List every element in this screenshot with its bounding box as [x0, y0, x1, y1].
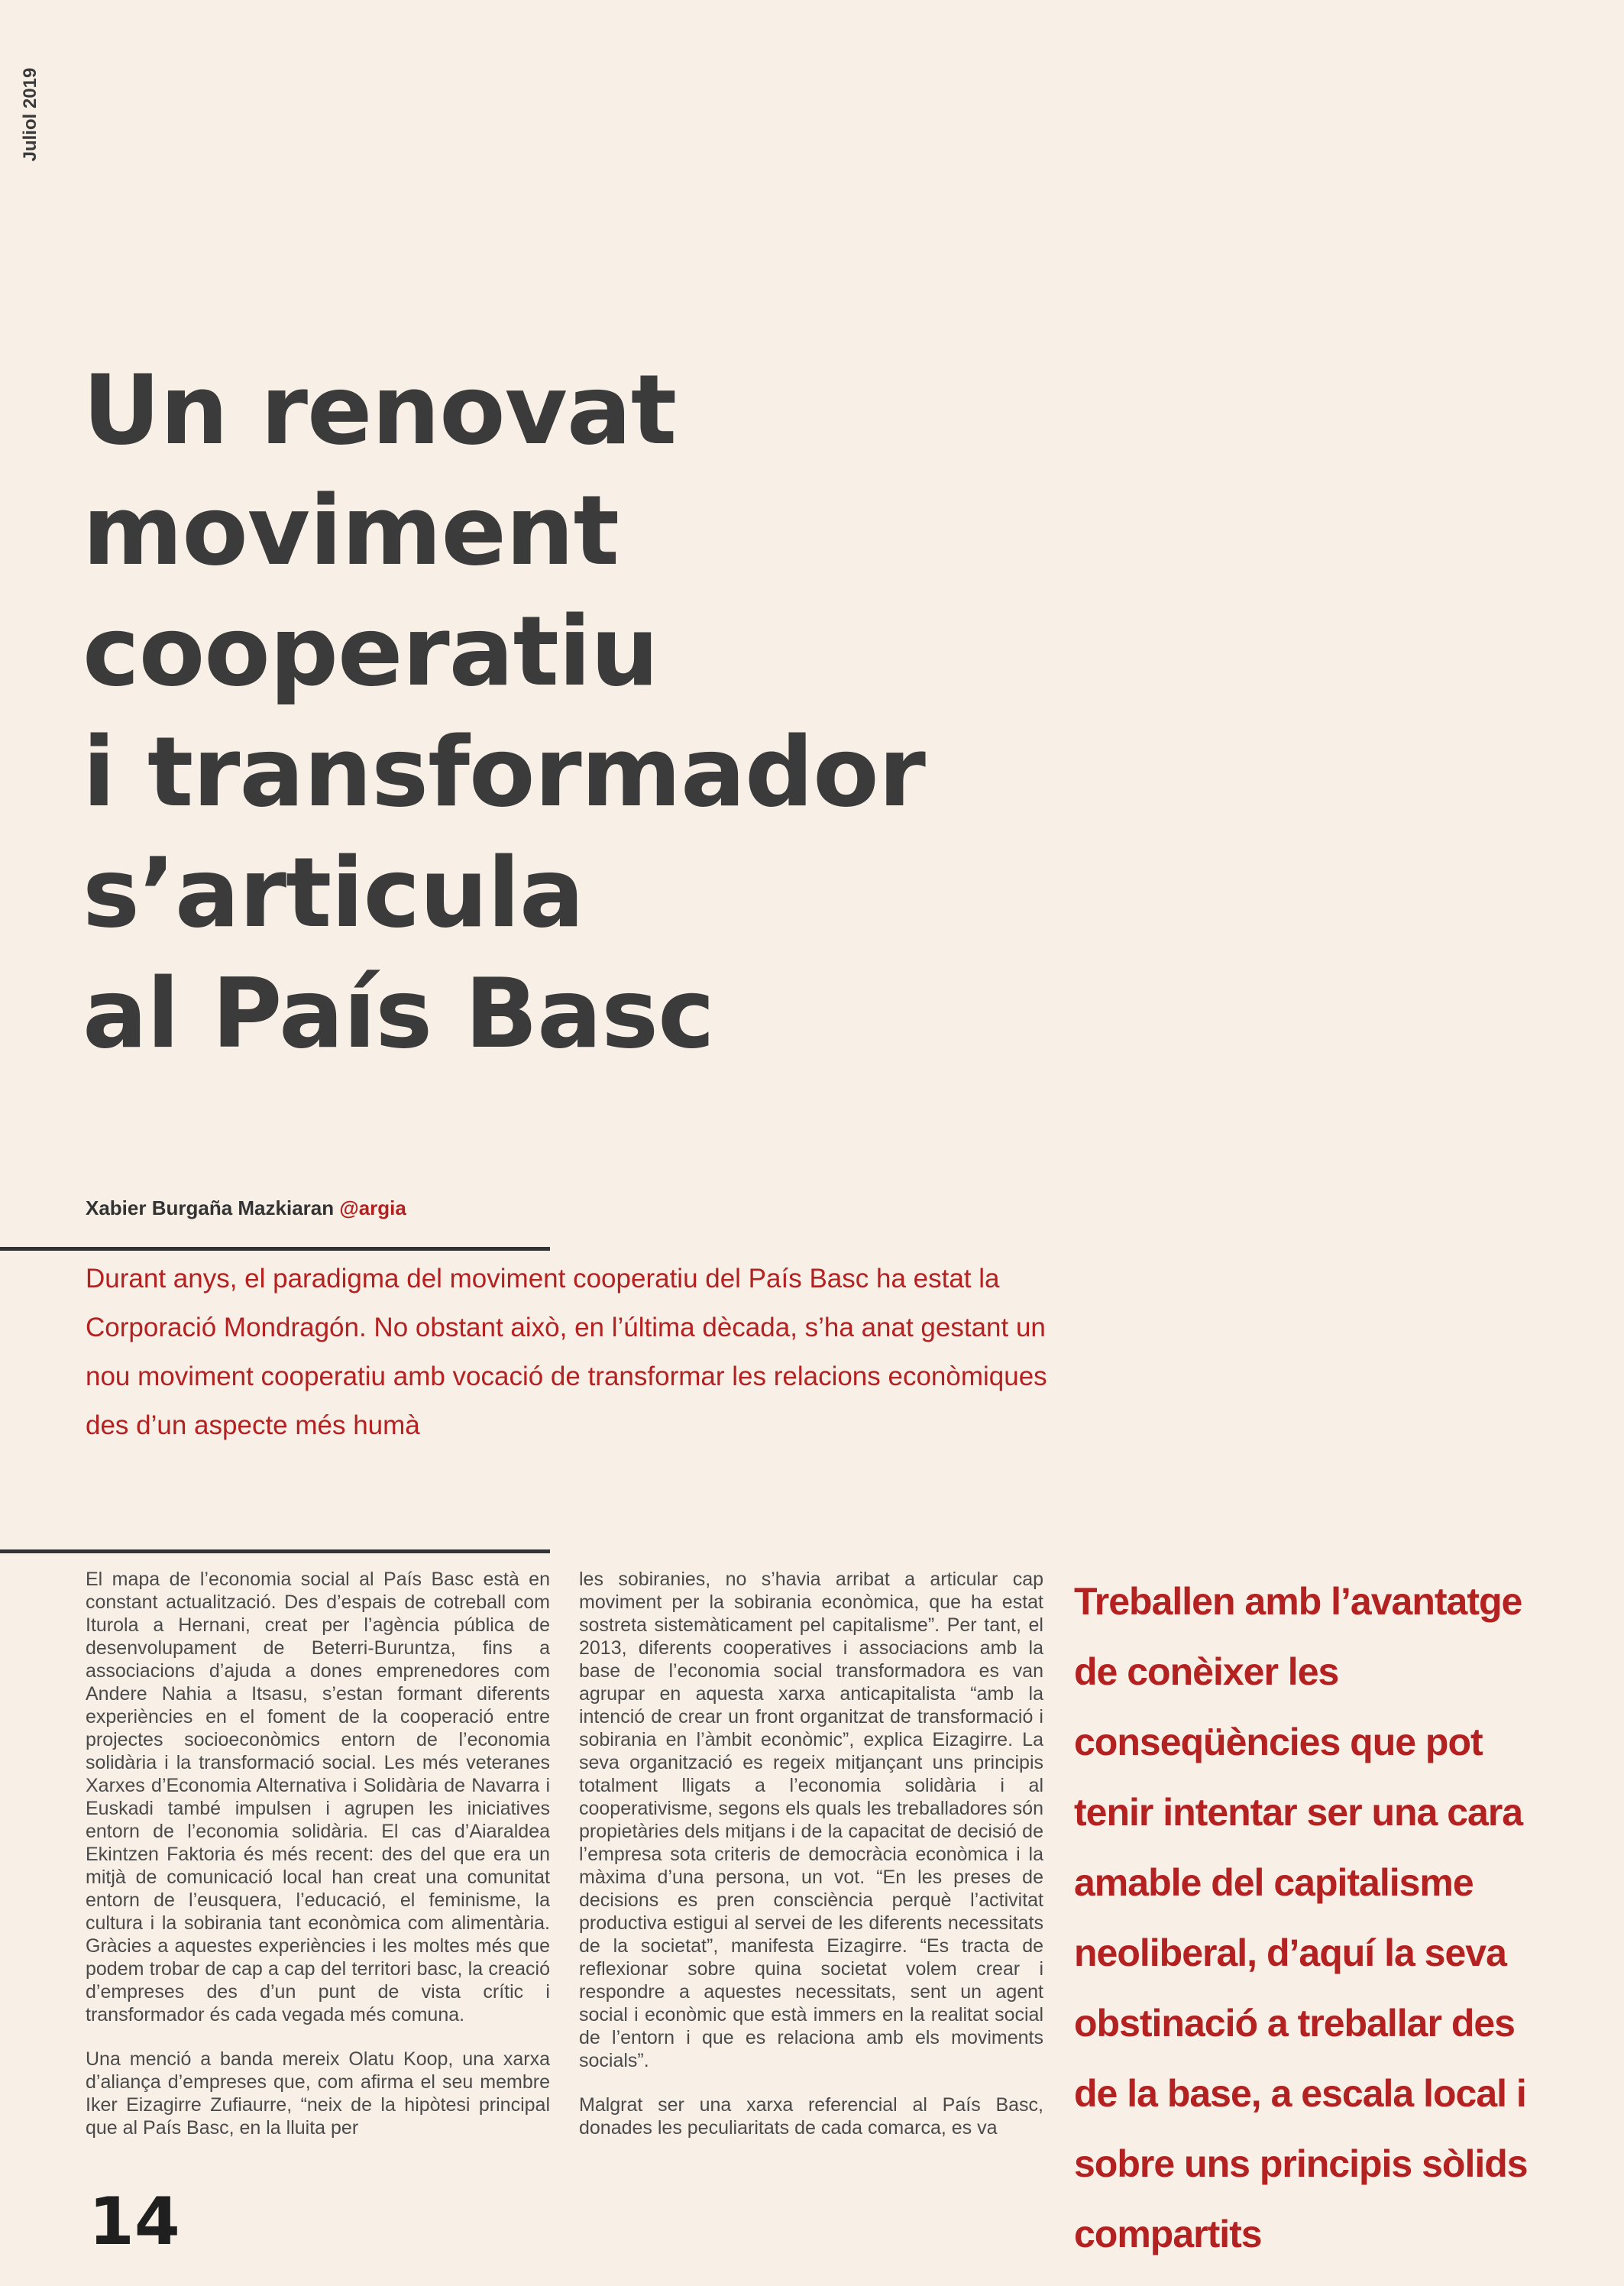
- byline: [86, 1196, 406, 1220]
- body-paragraph: El mapa de l’economia social al País Basc està en constant actualització. Des d’espais de cotreball com Iturola a Hernani, creat per l’agència pública de desenvolupament de Beterri-Buruntza, fins a associacions d’ajuda a dones emprenedores com Andere Nahia a Itsasu, s’estan formant diferents experiències en el foment de la cooperació entre projectes socioeconòmics entorn de l’economia solidària i la transformació social. Les més veteranes Xarxes d’Economia Alternativa i Solidària de Navarra i Euskadi també impulsen i agrupen les iniciatives entorn de l’economia solidària. El cas d’Aiaraldea Ekintzen Faktoria és més recent: des del que era un mitjà de comunicació local han creat una comunitat entorn de l’eusquera, l’educació, el feminisme, la cultura i la sobirania tant econòmica com alimentària. Gràcies a aquestes experiències i les moltes més que podem trobar de cap a cap del territori basc, la creació d’empreses des d’un punt de vista crític i transformador és cada vegada més comuna.: [86, 1569, 550, 2025]
- edition-label: [15, 46, 46, 183]
- body-paragraph: Malgrat ser una xarxa referencial al País Basc, donades les peculiaritats de cada comarca, es va: [579, 2094, 1043, 2139]
- edition-text: Juliol 2019: [20, 67, 40, 162]
- headline-line: i transformador: [82, 716, 925, 828]
- headline-line: moviment: [82, 474, 619, 587]
- author-handle-link[interactable]: @argia: [339, 1196, 406, 1219]
- pull-quote: Treballen amb l’avantatge de conèixer les conseqüències que pot tenir intentar ser una cara amable del capitalisme neoliberal, d’aquí la seva obstinació a treballar des de la base, a escala local i sobre uns principis sòlids compartits: [1074, 1580, 1528, 2255]
- article-headline: [82, 350, 1037, 1074]
- headline-line: cooperatiu: [82, 595, 658, 707]
- body-paragraph: les sobiranies, no s’havia arribat a articular cap moviment per la sobirania econòmica, que ha estat sostreta sistemàticament pel capitalisme”. Per tant, el 2013, diferents cooperatives i associacions amb la base de l’economia social transformadora es van agrupar en aquesta xarxa anticapitalista “amb la intenció de crear un front organitzat de transformació i sobirania en l’àmbit econòmic”, explica Eizagirre. La seva organització es regeix mitjançant uns principis totalment lligats a l’economia solidària i al cooperativisme, segons els quals les treballadores són propietàries dels mitjans i de la capacitat de decisió de l’empresa sota criteris de democràcia econòmica i la màxima d’una persona, un vot. “En les preses de decisions es pren consciència perquè l’activitat productiva estigui al servei de les diferents necessitats de la societat”, manifesta Eizagirre. “Es tracta de reflexionar sobre quina societat volem crear i respondre a aquestes necessitats, sent un agent social i econòmic que està immers en la realitat social de l’entorn i que es relaciona amb els moviments socials”.: [579, 1569, 1043, 2071]
- headline-line: Un renovat: [82, 354, 677, 466]
- page-number: 14: [89, 2184, 180, 2260]
- divider: [0, 1549, 550, 1553]
- divider: [0, 1247, 550, 1251]
- headline-line: s’articula: [82, 837, 584, 949]
- body-column-2: [579, 1568, 1043, 2161]
- headline-line: al País Basc: [82, 957, 714, 1070]
- body-paragraph: Una menció a banda mereix Olatu Koop, una xarxa d’aliança d’empreses que, com afirma el seu membre Iker Eizagirre Zufiaurre, “neix de la hipòtesi principal que al País Basc, en la lluita per: [86, 2048, 550, 2139]
- lead-paragraph: Durant anys, el paradigma del moviment cooperatiu del País Basc ha estat la Corporació Mondragón. No obstant això, en l’última dècada, s’ha anat gestant un nou moviment cooperatiu amb vocació de transformar les relacions econòmiques des d’un aspecte més humà: [86, 1264, 1047, 1440]
- body-column-1: [86, 1568, 550, 2161]
- author-name: Xabier Burgaña Mazkiaran: [86, 1196, 335, 1219]
